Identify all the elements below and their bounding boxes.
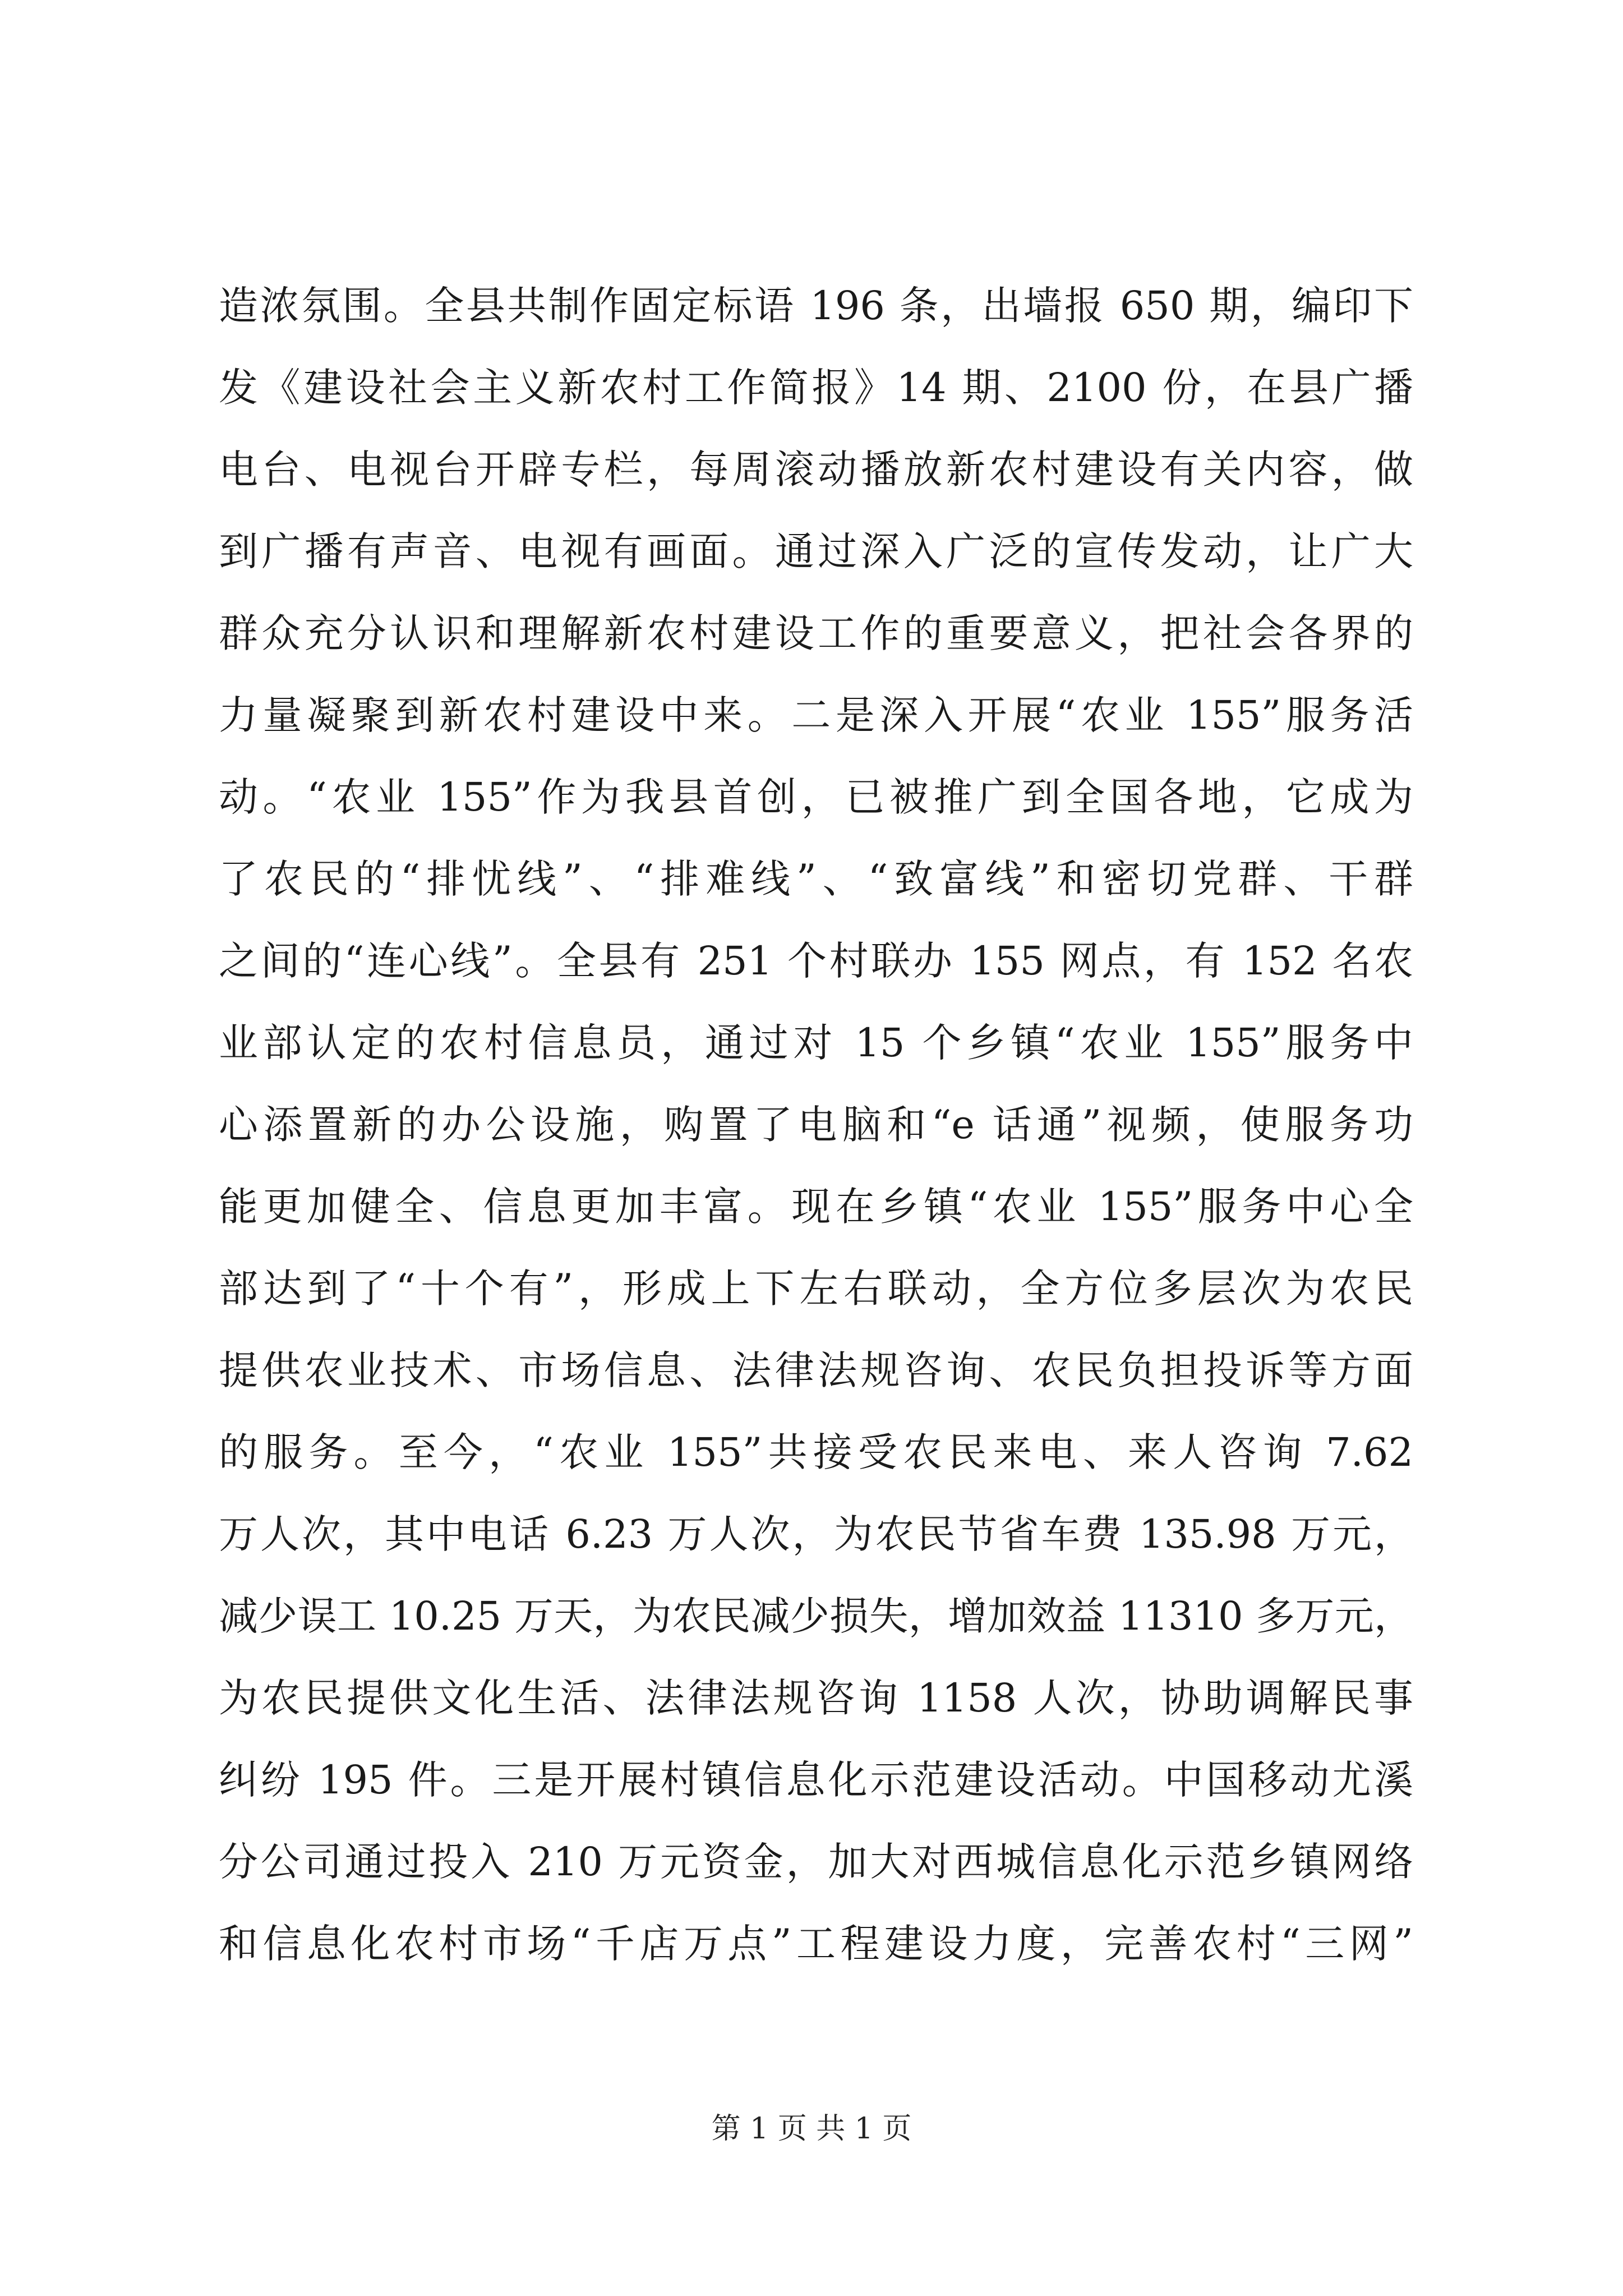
text-line: 的服务。至今，“农业 155”共接受农民来电、来人咨询 7.62 [219, 1429, 1413, 1475]
text-line: 部达到了“十个有”，形成上下左右联动，全方位多层次为农民 [219, 1266, 1413, 1312]
page-number-label: 第 1 页 共 1 页 [711, 2112, 912, 2146]
body-paragraph [219, 265, 1413, 1985]
page-footer [0, 2109, 1623, 2148]
text-line: 纠纷 195 件。三是开展村镇信息化示范建设活动。中国移动尤溪 [219, 1757, 1413, 1803]
text-line: 业部认定的农村信息员，通过对 15 个乡镇“农业 155”服务中 [219, 1020, 1413, 1066]
text-line: 到广播有声音、电视有画面。通过深入广泛的宣传发动，让广大 [219, 528, 1413, 574]
text-line: 造浓氛围。全县共制作固定标语 196 条，出墙报 650 期，编印下 [219, 283, 1413, 329]
text-line: 电台、电视台开辟专栏，每周滚动播放新农村建设有关内容，做 [219, 447, 1413, 493]
text-line: 发《建设社会主义新农村工作简报》14 期、2100 份，在县广播 [219, 365, 1413, 411]
text-line: 分公司通过投入 210 万元资金，加大对西城信息化示范乡镇网络 [219, 1839, 1413, 1885]
text-line: 减少误工 10.25 万天，为农民减少损失，增加效益 11310 多万元， [219, 1593, 1413, 1639]
text-line: 能更加健全、信息更加丰富。现在乡镇“农业 155”服务中心全 [219, 1184, 1413, 1230]
text-line: 万人次，其中电话 6.23 万人次，为农民节省车费 135.98 万元， [219, 1511, 1413, 1557]
text-line: 之间的“连心线”。全县有 251 个村联办 155 网点，有 152 名农 [219, 938, 1413, 984]
text-line: 提供农业技术、市场信息、法律法规咨询、农民负担投诉等方面 [219, 1347, 1413, 1393]
text-line: 动。“农业 155”作为我县首创，已被推广到全国各地，它成为 [219, 774, 1413, 820]
text-line: 为农民提供文化生活、法律法规咨询 1158 人次，协助调解民事 [219, 1675, 1413, 1721]
text-line: 了农民的“排忧线”、“排难线”、“致富线”和密切党群、干群 [219, 856, 1413, 902]
text-line: 心添置新的办公设施，购置了电脑和“e 话通”视频，使服务功 [219, 1102, 1413, 1148]
text-line: 力量凝聚到新农村建设中来。二是深入开展“农业 155”服务活 [219, 692, 1413, 738]
text-line: 群众充分认识和理解新农村建设工作的重要意义，把社会各界的 [219, 610, 1413, 656]
text-line: 和信息化农村市场“千店万点”工程建设力度，完善农村“三网” [219, 1921, 1413, 1967]
